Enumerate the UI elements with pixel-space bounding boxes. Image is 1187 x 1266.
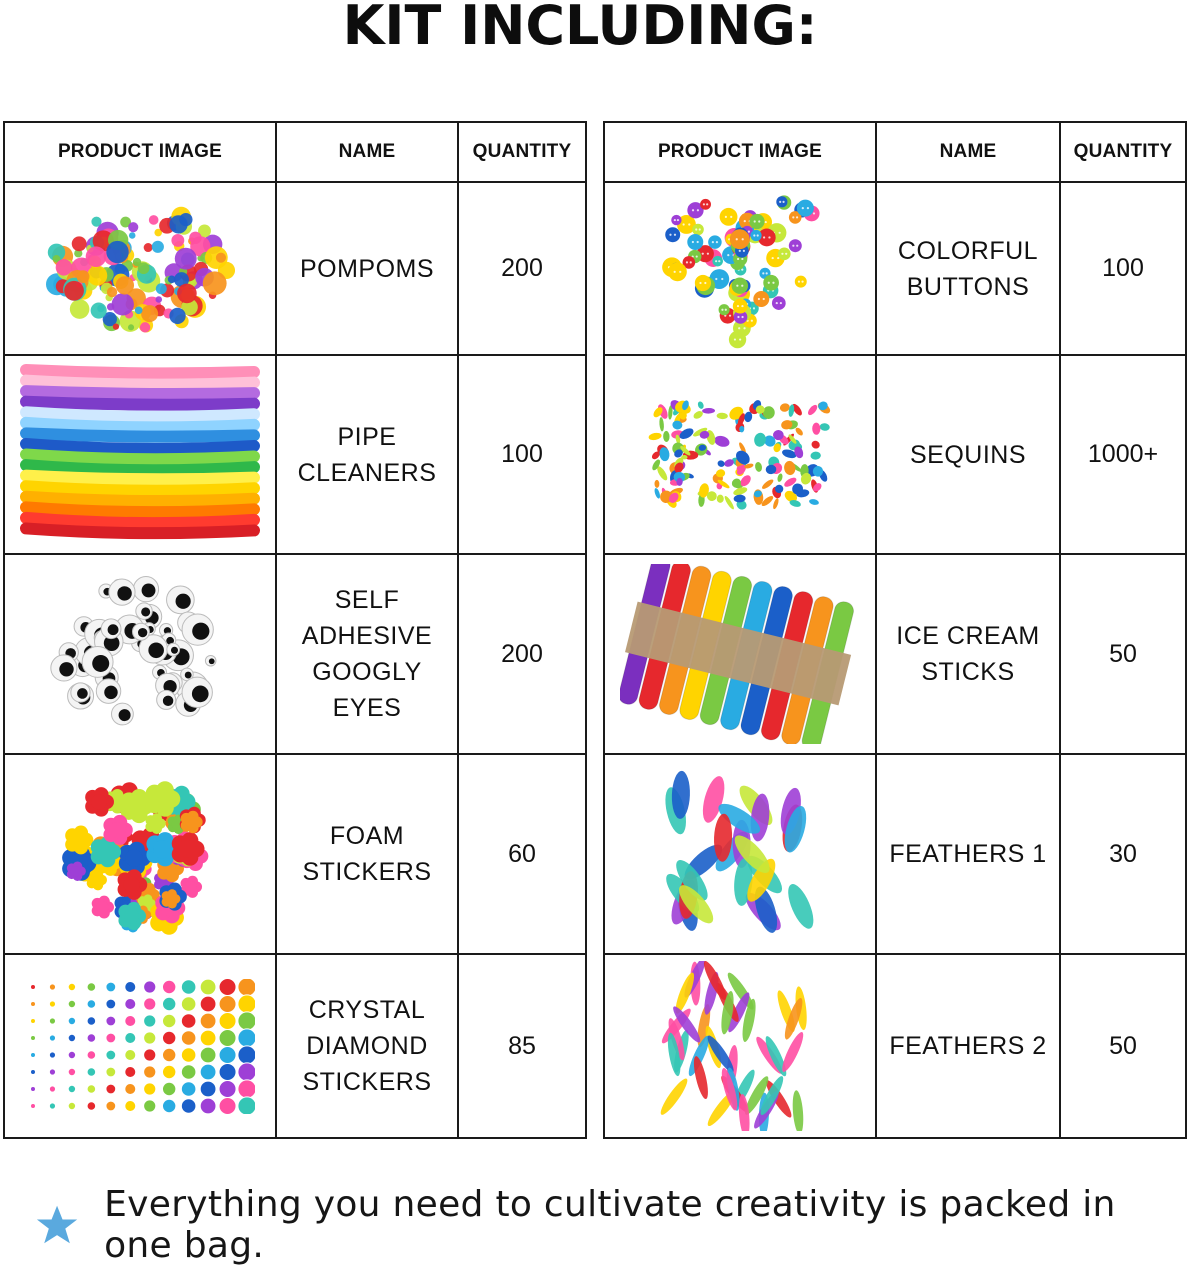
item-name: POMPOMS	[276, 182, 458, 355]
table-row	[604, 554, 1186, 754]
item-name: FEATHERS 2	[876, 954, 1060, 1138]
table-row	[604, 754, 1186, 954]
item-name: CRYSTAL DIAMOND STICKERS	[276, 954, 458, 1138]
item-name: PIPE CLEANERS	[276, 355, 458, 554]
header-quantity: QUANTITY	[458, 122, 586, 182]
item-name: FEATHERS 1	[876, 754, 1060, 954]
item-name: COLORFUL BUTTONS	[876, 182, 1060, 355]
header-name: NAME	[276, 122, 458, 182]
header-product-image: PRODUCT IMAGE	[604, 122, 876, 182]
item-name: SELF ADHESIVE GOOGLY EYES	[276, 554, 458, 754]
item-quantity: 1000+	[1060, 355, 1186, 554]
footer-text: Everything you need to cultivate creativity is packed in one bag.	[104, 1184, 1116, 1266]
kit-table-left	[3, 121, 587, 1139]
pipe-cleaners-image	[4, 355, 276, 554]
item-quantity: 85	[458, 954, 586, 1138]
sequins-image	[604, 355, 876, 554]
item-quantity: 100	[458, 355, 586, 554]
item-quantity: 50	[1060, 954, 1186, 1138]
page-title: KIT INCLUDING:	[342, 0, 818, 57]
table-row	[4, 954, 586, 1138]
table-row	[604, 355, 1186, 554]
item-quantity: 200	[458, 554, 586, 754]
pompoms-image	[4, 182, 276, 355]
table-row	[4, 754, 586, 954]
table-header-row	[4, 122, 586, 182]
item-quantity: 50	[1060, 554, 1186, 754]
item-quantity: 30	[1060, 754, 1186, 954]
table-row	[604, 954, 1186, 1138]
crystal-stickers-image	[4, 954, 276, 1138]
star-icon	[36, 1202, 78, 1248]
item-name: FOAM STICKERS	[276, 754, 458, 954]
foam-stickers-image	[4, 754, 276, 954]
item-quantity: 60	[458, 754, 586, 954]
feathers-1-image	[604, 754, 876, 954]
googly-eyes-image	[4, 554, 276, 754]
table-row	[4, 182, 586, 355]
table-header-row	[604, 122, 1186, 182]
table-row	[4, 554, 586, 754]
table-row	[604, 182, 1186, 355]
ice-cream-sticks-image	[604, 554, 876, 754]
item-name: SEQUINS	[876, 355, 1060, 554]
footer	[36, 1184, 1187, 1266]
item-quantity: 200	[458, 182, 586, 355]
item-name: ICE CREAM STICKS	[876, 554, 1060, 754]
item-quantity: 100	[1060, 182, 1186, 355]
header-quantity: QUANTITY	[1060, 122, 1186, 182]
kit-table-right	[603, 121, 1187, 1139]
header-product-image: PRODUCT IMAGE	[4, 122, 276, 182]
buttons-image	[604, 182, 876, 355]
table-row	[4, 355, 586, 554]
feathers-2-image	[604, 954, 876, 1138]
header-name: NAME	[876, 122, 1060, 182]
